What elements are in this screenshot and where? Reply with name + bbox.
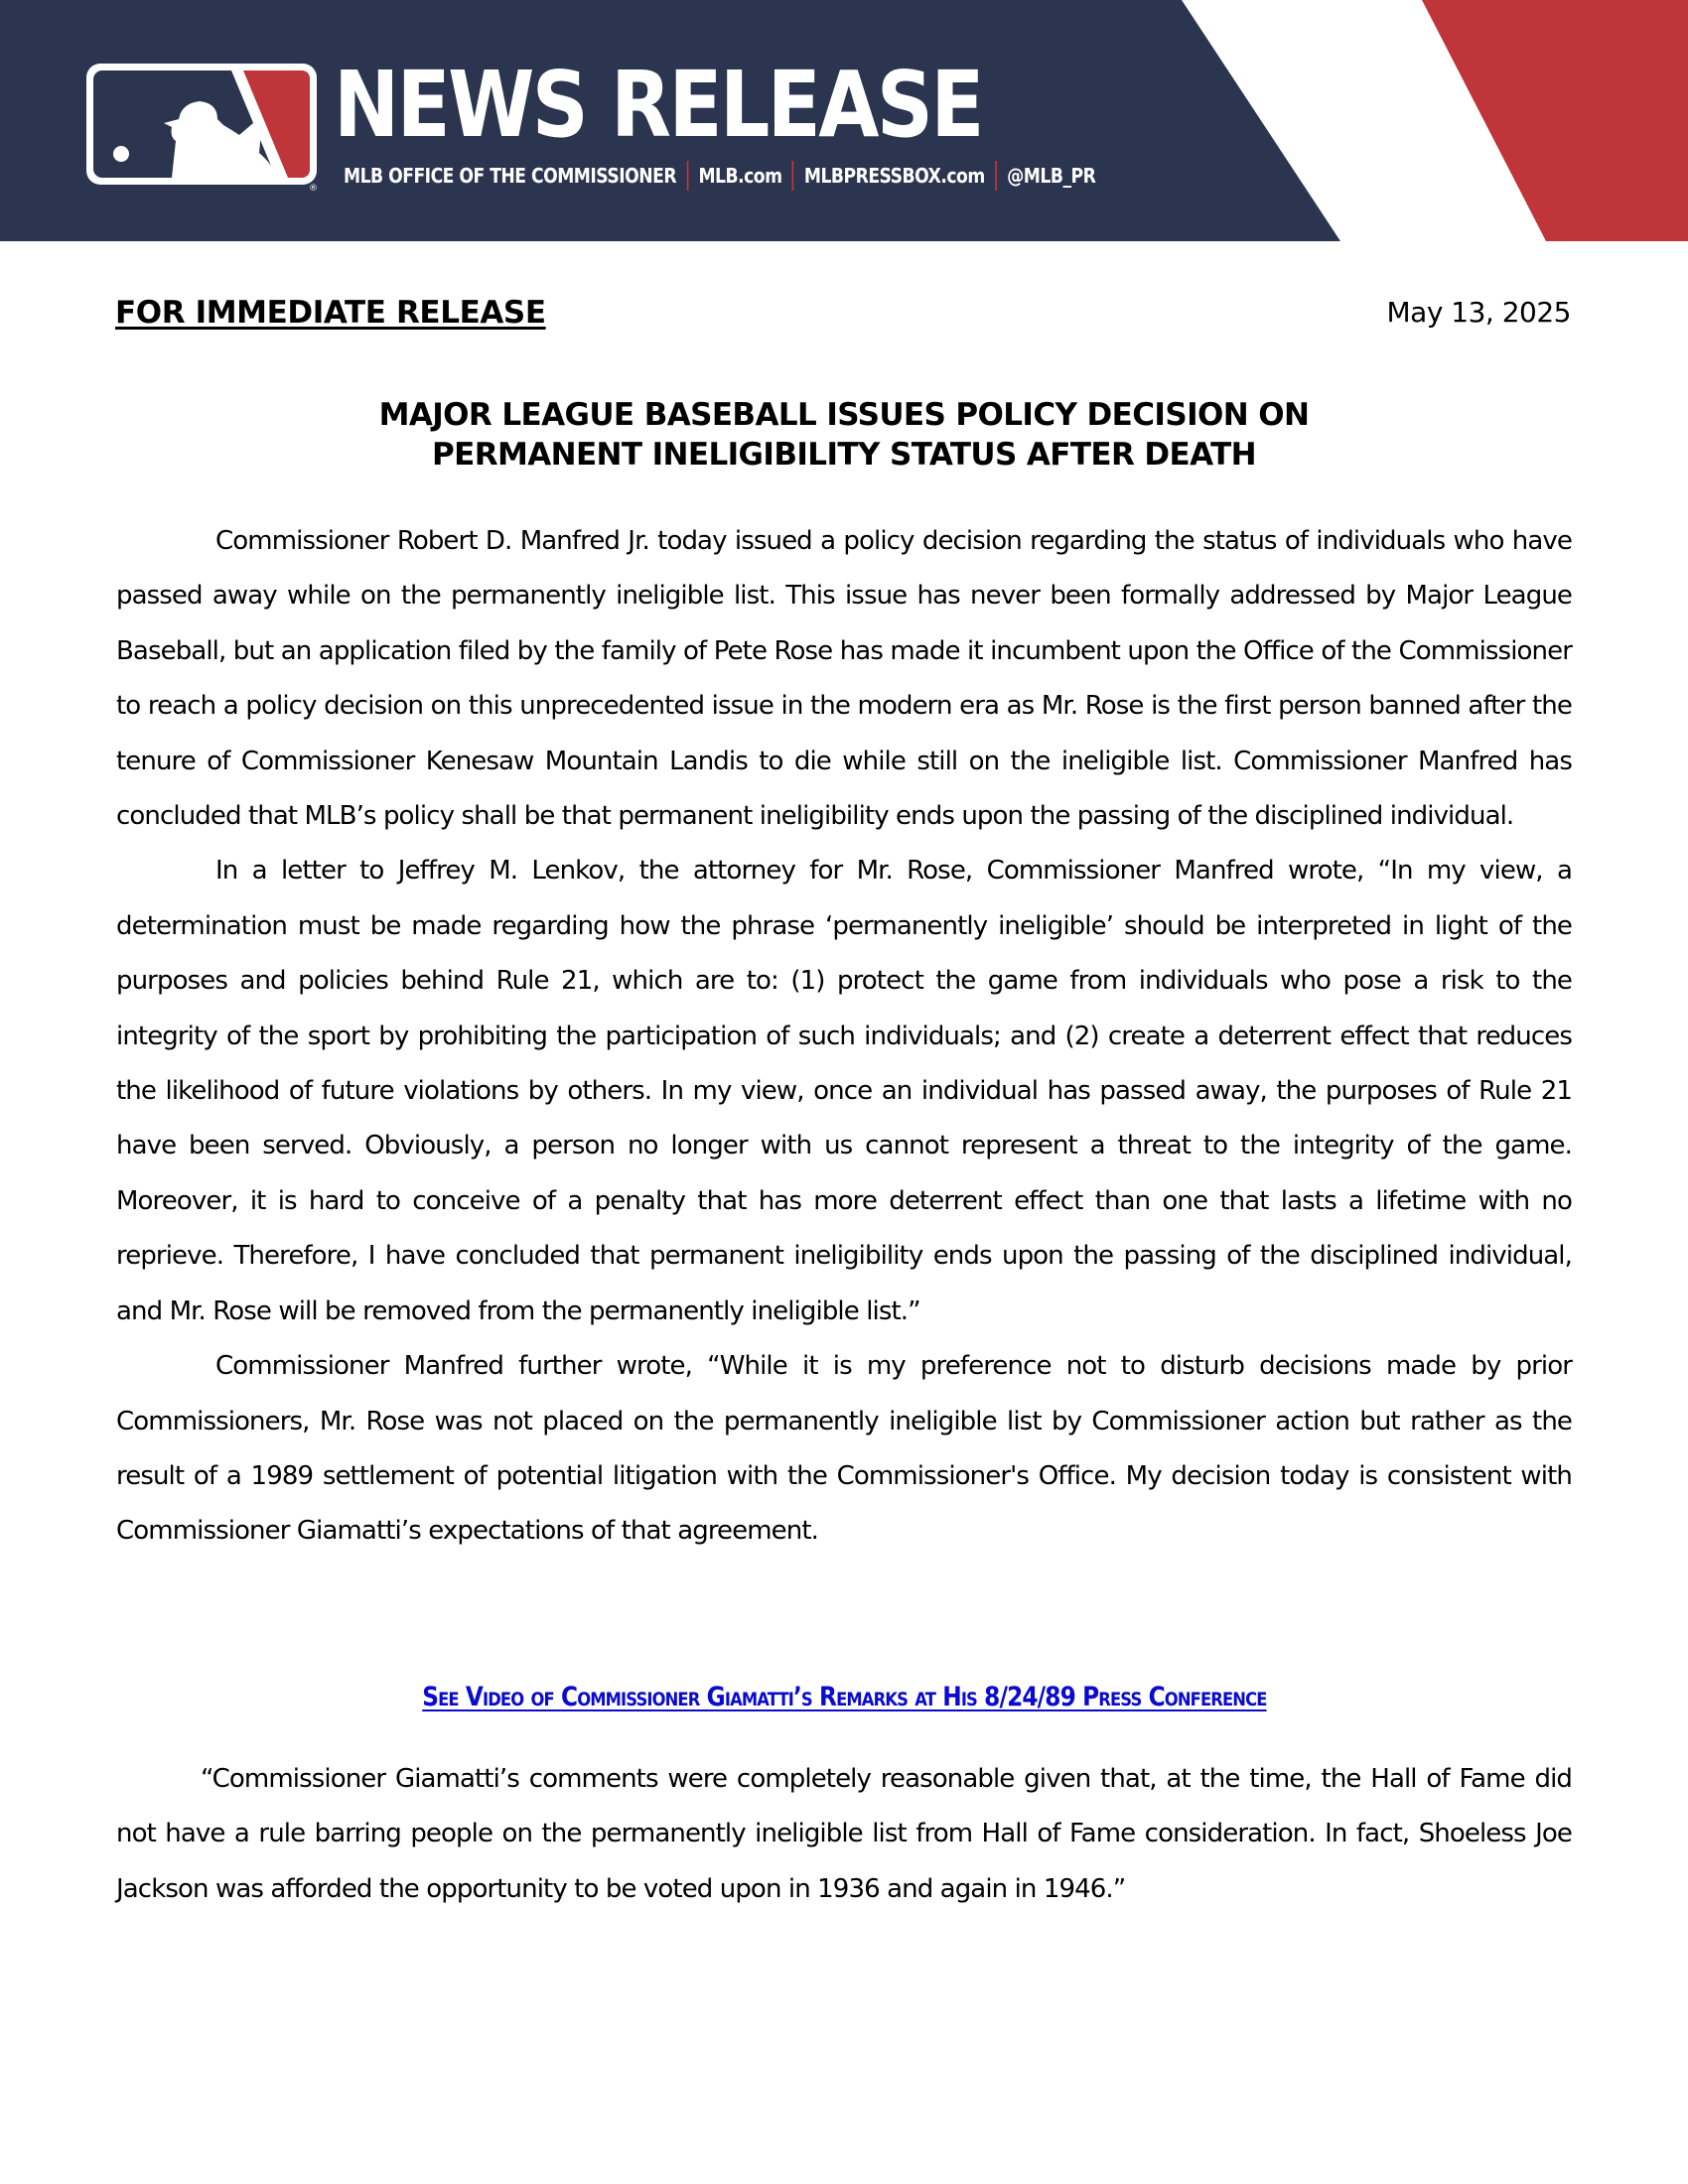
paragraph-giamatti-comments: “Commissioner Giamatti’s comments were completely reasonable given that, at the time, the Hall of Fame did not have a rule barring people on the permanently ineligible list from Hall of Fame consideration. In fact, Shoeless Joe Jackson was afforded the opportunity to be voted upon in 1936 and again in 1946.” bbox=[116, 1764, 1572, 1904]
release-date: May 13, 2025 bbox=[1386, 296, 1571, 329]
mlb-logo-icon bbox=[84, 62, 319, 187]
press-release-body bbox=[116, 514, 1572, 1560]
paragraph-further-wrote: Commissioner Manfred further wrote, “While it is my preference not to disturb decisions made by prior Commissioners, Mr. Rose was not placed on the permanently ineligible list by Commissioner action but rather as the result of a 1989 settlement of potential litigation with the Commissioner's Office. My decision today is consistent with Commissioner Giamatti’s expectations of that agreement. bbox=[116, 1351, 1572, 1547]
mlb-com-link[interactable]: MLB.com bbox=[698, 164, 782, 188]
video-link-container bbox=[116, 1680, 1572, 1715]
divider bbox=[792, 161, 794, 191]
paragraph-policy-decision: Commissioner Robert D. Manfred Jr. today issued a policy decision regarding the status of individuals who have passed away while on the permanently ineligible list. This issue has never been formally addressed by Major League Baseball, but an application filed by the family of Pete Rose has made it incumbent upon the Office of the Commissioner to reach a policy decision on this unprecedented issue in the modern era as Mr. Rose is the first person banned after the tenure of Commissioner Kenesaw Mountain Landis to die while still on the ineligible list. Commissioner Manfred has concluded that MLB’s policy shall be that permanent ineligibility ends upon the passing of the disciplined individual. bbox=[116, 526, 1572, 832]
paragraph-letter-to-lenkov: In a letter to Jeffrey M. Lenkov, the attorney for Mr. Rose, Commissioner Manfred wrote, “In my view, a determination must be made regarding how the phrase ‘permanently ineligible’ should be interpreted in light of the purposes and policies behind Rule 21, which are to: (1) protect the game from individuals who pose a risk to the integrity of the sport by prohibiting the participation of such individuals; and (2) create a deterrent effect that reduces the likelihood of future violations by others. In my view, once an individual has passed away, the purposes of Rule 21 have been served. Obviously, a person no longer with us cannot represent a threat to the integrity of the game. Moreover, it is hard to conceive of a penalty that has more deterrent effect than one that lasts a lifetime with no reprieve. Therefore, I have concluded that permanent ineligibility ends upon the passing of the disciplined individual, and Mr. Rose will be removed from the permanently ineligible list.” bbox=[116, 856, 1572, 1326]
mlb-pr-handle-link[interactable]: @MLB_PR bbox=[1007, 164, 1096, 188]
news-release-banner bbox=[0, 0, 1688, 241]
press-release-closing bbox=[116, 1752, 1572, 1917]
mlbpressbox-link[interactable]: MLBPRESSBOX.com bbox=[803, 164, 985, 188]
giamatti-video-link[interactable]: See Video of Commissioner Giamatti’s Remarks at His 8/24/89 Press Conference bbox=[421, 1682, 1267, 1712]
banner-links bbox=[344, 161, 1095, 191]
news-release-title: NEWS RELEASE bbox=[334, 52, 982, 158]
for-immediate-release-label: FOR IMMEDIATE RELEASE bbox=[115, 295, 546, 331]
divider bbox=[995, 161, 997, 191]
headline-line-2: PERMANENT INELIGIBILITY STATUS AFTER DEATH bbox=[432, 437, 1256, 473]
divider bbox=[686, 161, 688, 191]
registered-mark: ® bbox=[309, 184, 318, 194]
headline bbox=[116, 395, 1572, 475]
office-of-commissioner-label: MLB OFFICE OF THE COMMISSIONER bbox=[344, 164, 677, 188]
headline-line-1: MAJOR LEAGUE BASEBALL ISSUES POLICY DECISION ON bbox=[378, 397, 1310, 433]
